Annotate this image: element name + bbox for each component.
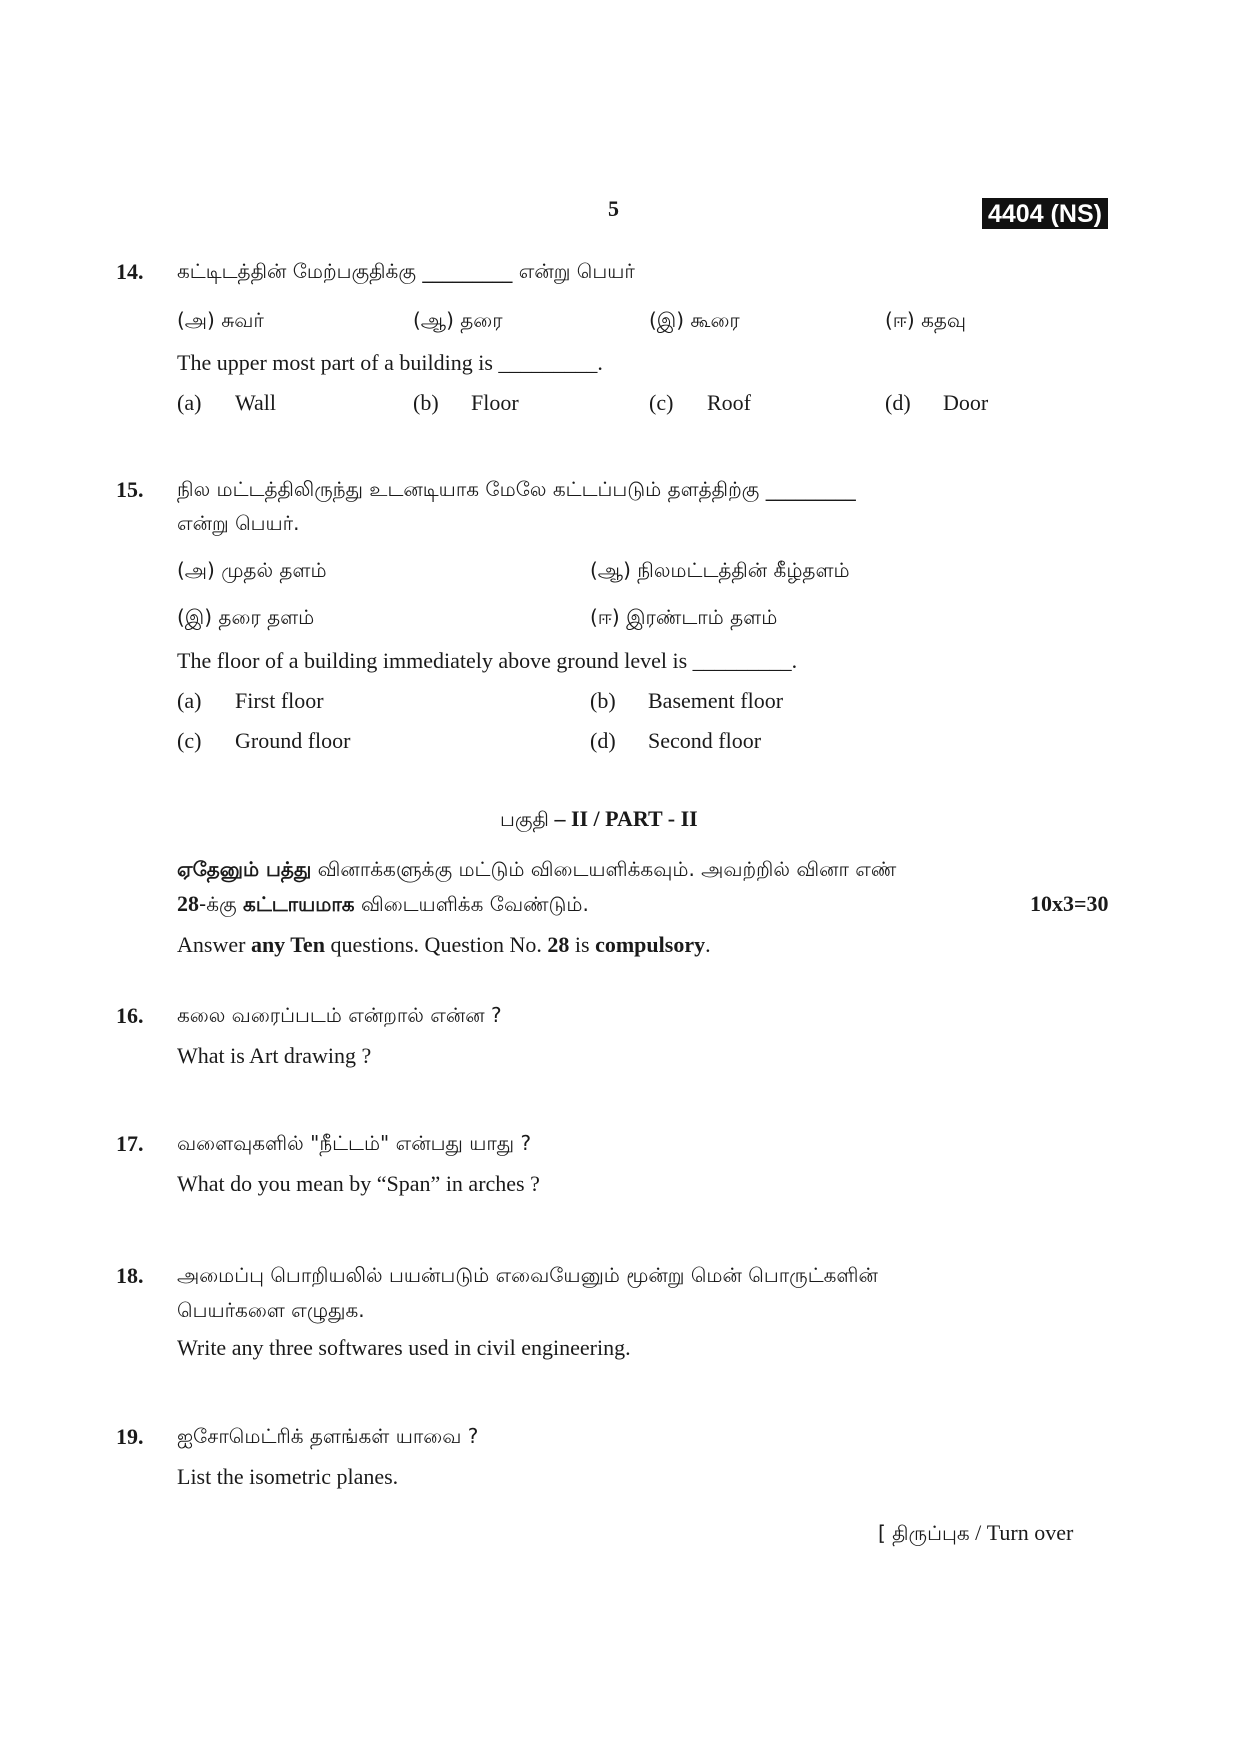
question-number: 18. (116, 1263, 144, 1288)
question-text-tamil: கலை வரைப்படம் என்றால் என்ன ? (177, 1003, 502, 1027)
option-tamil-3: (இ) கூரை (649, 308, 740, 332)
option-english-c: (c) Ground floor (177, 728, 351, 753)
turn-over-note: [ திருப்புக / Turn over (878, 1520, 1074, 1545)
question-number: 14. (116, 259, 144, 284)
option-tamil-2: (ஆ) நிலமட்டத்தின் கீழ்தளம் (590, 558, 850, 582)
option-english-b: (b) Basement floor (590, 688, 784, 713)
question-text-english: What do you mean by “Span” in arches ? (177, 1171, 540, 1196)
question-text-tamil: கட்டிடத்தின் மேற்பகுதிக்கு _________ என்று பெயர் (177, 259, 635, 283)
page-number: 5 (608, 196, 619, 221)
option-english-d: (d) Door (885, 390, 989, 415)
option-tamil-1: (அ) சுவர் (177, 308, 264, 332)
paper-code: 4404 (NS) (982, 198, 1108, 229)
question-text-english: Write any three softwares used in civil engineering. (177, 1335, 631, 1360)
question-text-english: The floor of a building immediately above ground level is _________. (177, 648, 798, 673)
instructions-tamil-line2: 28-க்கு கட்டாயமாக விடையளிக்க வேண்டும். (177, 891, 589, 916)
option-english-c: (c) Roof (649, 390, 751, 415)
option-tamil-4: (ஈ) கதவு (885, 308, 967, 332)
question-text-english: List the isometric planes. (177, 1464, 399, 1489)
option-tamil-1: (அ) முதல் தளம் (177, 558, 327, 582)
option-tamil-4: (ஈ) இரண்டாம் தளம் (590, 605, 778, 629)
question-text-tamil: ஐசோமெட்ரிக் தளங்கள் யாவை ? (177, 1424, 479, 1448)
question-text-english: What is Art drawing ? (177, 1043, 372, 1068)
option-english-d: (d) Second floor (590, 728, 762, 753)
question-text-tamil-line1: அமைப்பு பொறியலில் பயன்படும் எவையேனும் மூன்று மென் பொருட்களின் (177, 1263, 878, 1287)
marks-allocation: 10x3=30 (1030, 891, 1109, 916)
option-english-a: (a) First floor (177, 688, 324, 713)
question-number: 16. (116, 1003, 144, 1028)
question-text-tamil: வளைவுகளில் "நீட்டம்" என்பது யாது ? (177, 1131, 532, 1155)
option-tamil-2: (ஆ) தரை (413, 308, 503, 332)
question-text-tamil-line1: நில மட்டத்திலிருந்து உடனடியாக மேலே கட்டப்படும் தளத்திற்கு _________ (177, 477, 856, 501)
question-number: 15. (116, 477, 144, 502)
question-number: 17. (116, 1131, 144, 1156)
question-number: 19. (116, 1424, 144, 1449)
option-tamil-3: (இ) தரை தளம் (177, 605, 315, 629)
instructions-tamil-line1: ஏதேனும் பத்து வினாக்களுக்கு மட்டும் விடையளிக்கவும். அவற்றில் வினா எண் (177, 857, 897, 881)
question-text-tamil-line2: பெயர்களை எழுதுக. (177, 1298, 365, 1322)
question-text-english: The upper most part of a building is _________. (177, 350, 603, 375)
part-title: பகுதி – II / PART - II (500, 806, 698, 831)
question-text-tamil-line2: என்று பெயர். (177, 511, 300, 535)
option-english-a: (a) Wall (177, 390, 276, 415)
instructions-english: Answer any Ten questions. Question No. 28 is compulsory. (177, 932, 711, 957)
option-english-b: (b) Floor (413, 390, 519, 415)
